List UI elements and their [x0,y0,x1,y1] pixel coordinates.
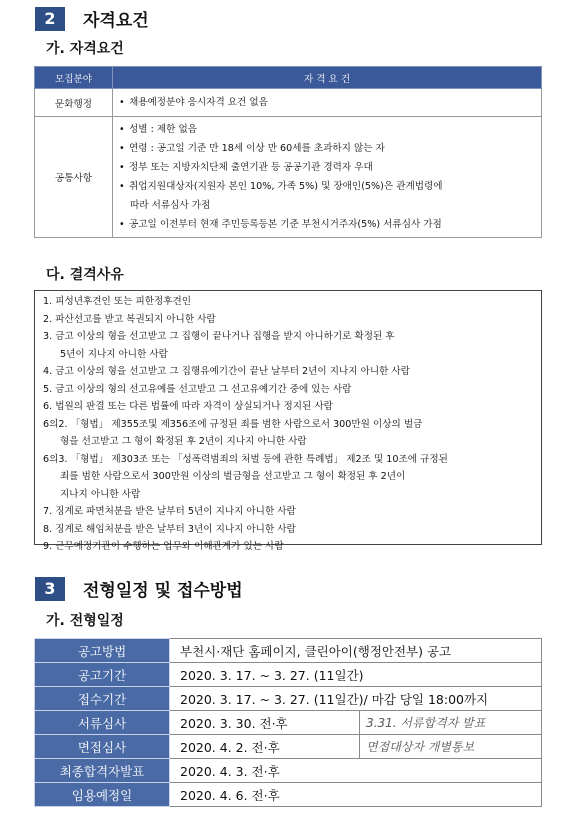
table-row [35,117,542,238]
requirement-line: 채용예정분야 응시자격 요건 없음 [129,97,268,108]
qualification-table [34,66,542,238]
section-number: 2 [35,7,65,31]
bullet-icon: • [119,97,125,108]
requirement-line: 취업지원대상자(지원자 본인 10%, 가족 5%) 및 장애인(5%)은 관계법령에 [129,181,443,192]
subsection-title: 다. 결격사유 [46,267,124,283]
schedule-label: 서류심사 [35,711,170,735]
schedule-value: 2020. 4. 2. 전·후 [170,735,360,759]
section-3-heading [35,576,243,601]
schedule-label: 공고기간 [35,663,170,687]
schedule-label: 접수기간 [35,687,170,711]
requirement-line: 정부 또는 지방자치단체 출연기관 등 공공기관 경력자 우대 [129,162,373,173]
list-item: 죄를 범한 사람으로서 300만원 이상의 벌금형을 선고받고 그 형이 확정된 후 2년이 [60,471,406,482]
column-header: 모집분야 [35,67,113,89]
table-row [35,89,542,117]
schedule-value: 2020. 3. 30. 전·후 [170,711,360,735]
requirements-cell [113,117,542,238]
table-row [35,687,542,711]
schedule-note: 3.31. 서류합격자 발표 [360,711,542,735]
schedule-label: 면접심사 [35,735,170,759]
table-row [35,759,542,783]
list-item: 6의2. 「형법」 제355조및 제356조에 규정된 죄를 범한 사람으로서 300만원 이상의 벌금 [43,418,423,430]
requirement-line: 성별 : 제한 없음 [129,124,197,135]
list-item: 6의3. 「형법」 제303조 또는 「성폭력범죄의 처벌 등에 관한 특례법」 제2조 및 10조에 규정된 [43,453,448,465]
subsection-title: 가. 자격요건 [46,41,124,57]
list-item: 6. 법원의 판결 또는 다른 법률에 따라 자격이 상실되거나 정지된 사람 [43,401,333,412]
bullet-icon: • [119,219,125,230]
schedule-label: 공고방법 [35,639,170,663]
list-item: 형을 선고받고 그 형이 확정된 후 2년이 지나지 아니한 사람 [60,436,307,447]
list-item: 8. 징계로 해임처분을 받은 날부터 3년이 지나지 아니한 사람 [43,523,296,535]
list-item: 4. 금고 이상의 형을 선고받고 그 집행유예기간이 끝난 날부터 2년이 지나지 아니한 사람 [43,366,410,377]
table-row [35,735,542,759]
requirement-line: 따라 서류심사 가점 [130,200,211,211]
table-row [35,663,542,687]
schedule-value: 부천시·재단 홈페이지, 클린아이(행정안전부) 공고 [170,639,542,663]
category-cell: 문화행정 [35,89,113,117]
bullet-icon: • [119,181,125,192]
disqualification-box [34,290,542,552]
section-2-heading [35,6,149,31]
column-header: 자 격 요 건 [113,67,542,89]
schedule-value: 2020. 4. 3. 전·후 [170,759,542,783]
bullet-icon: • [119,162,125,173]
table-row [35,783,542,807]
list-item: 9. 근무예정기관이 수행하는 업무와 이해관계가 있는 사람 [43,541,284,552]
schedule-label: 최종합격자발표 [35,759,170,783]
category-cell: 공통사항 [35,117,113,238]
schedule-table [34,638,542,807]
list-item: 2. 파산선고를 받고 복권되지 아니한 사람 [43,313,216,325]
requirement-line: 공고일 이전부터 현재 주민등록등본 기준 부천시거주자(5%) 서류심사 가점 [129,219,442,230]
list-item: 3. 금고 이상의 형을 선고받고 그 집행이 끝나거나 집행을 받지 아니하기로 확정된 후 [43,331,395,342]
list-item: 5년이 지나지 아니한 사람 [60,348,168,360]
bullet-icon: • [119,124,125,135]
list-item: 7. 징계로 파면처분을 받은 날부터 5년이 지나지 아니한 사람 [43,506,296,517]
table-row [35,639,542,663]
table-row [35,711,542,735]
bullet-icon: • [119,143,125,154]
schedule-value: 2020. 3. 17. ~ 3. 27. (11일간) [170,663,542,687]
schedule-label: 임용예정일 [35,783,170,807]
requirements-cell [113,89,542,117]
table-header-row [35,67,542,89]
requirement-line: 연령 : 공고일 기준 만 18세 이상 만 60세를 초과하지 않는 자 [129,143,385,154]
subsection-title: 가. 전형일정 [46,613,124,629]
schedule-value: 2020. 4. 6. 전·후 [170,783,542,807]
list-item: 지나지 아니한 사람 [60,488,141,500]
schedule-note: 면접대상자 개별통보 [360,735,542,759]
section-title: 전형일정 및 접수방법 [83,581,243,601]
schedule-value: 2020. 3. 17. ~ 3. 27. (11일간)/ 마감 당일 18:00까지 [170,687,542,711]
list-item: 5. 금고 이상의 형의 선고유예를 선고받고 그 선고유예기간 중에 있는 사람 [43,383,352,395]
section-title: 자격요건 [83,11,149,31]
list-item: 1. 피성년후견인 또는 피한정후견인 [43,296,192,307]
section-number: 3 [35,577,65,601]
